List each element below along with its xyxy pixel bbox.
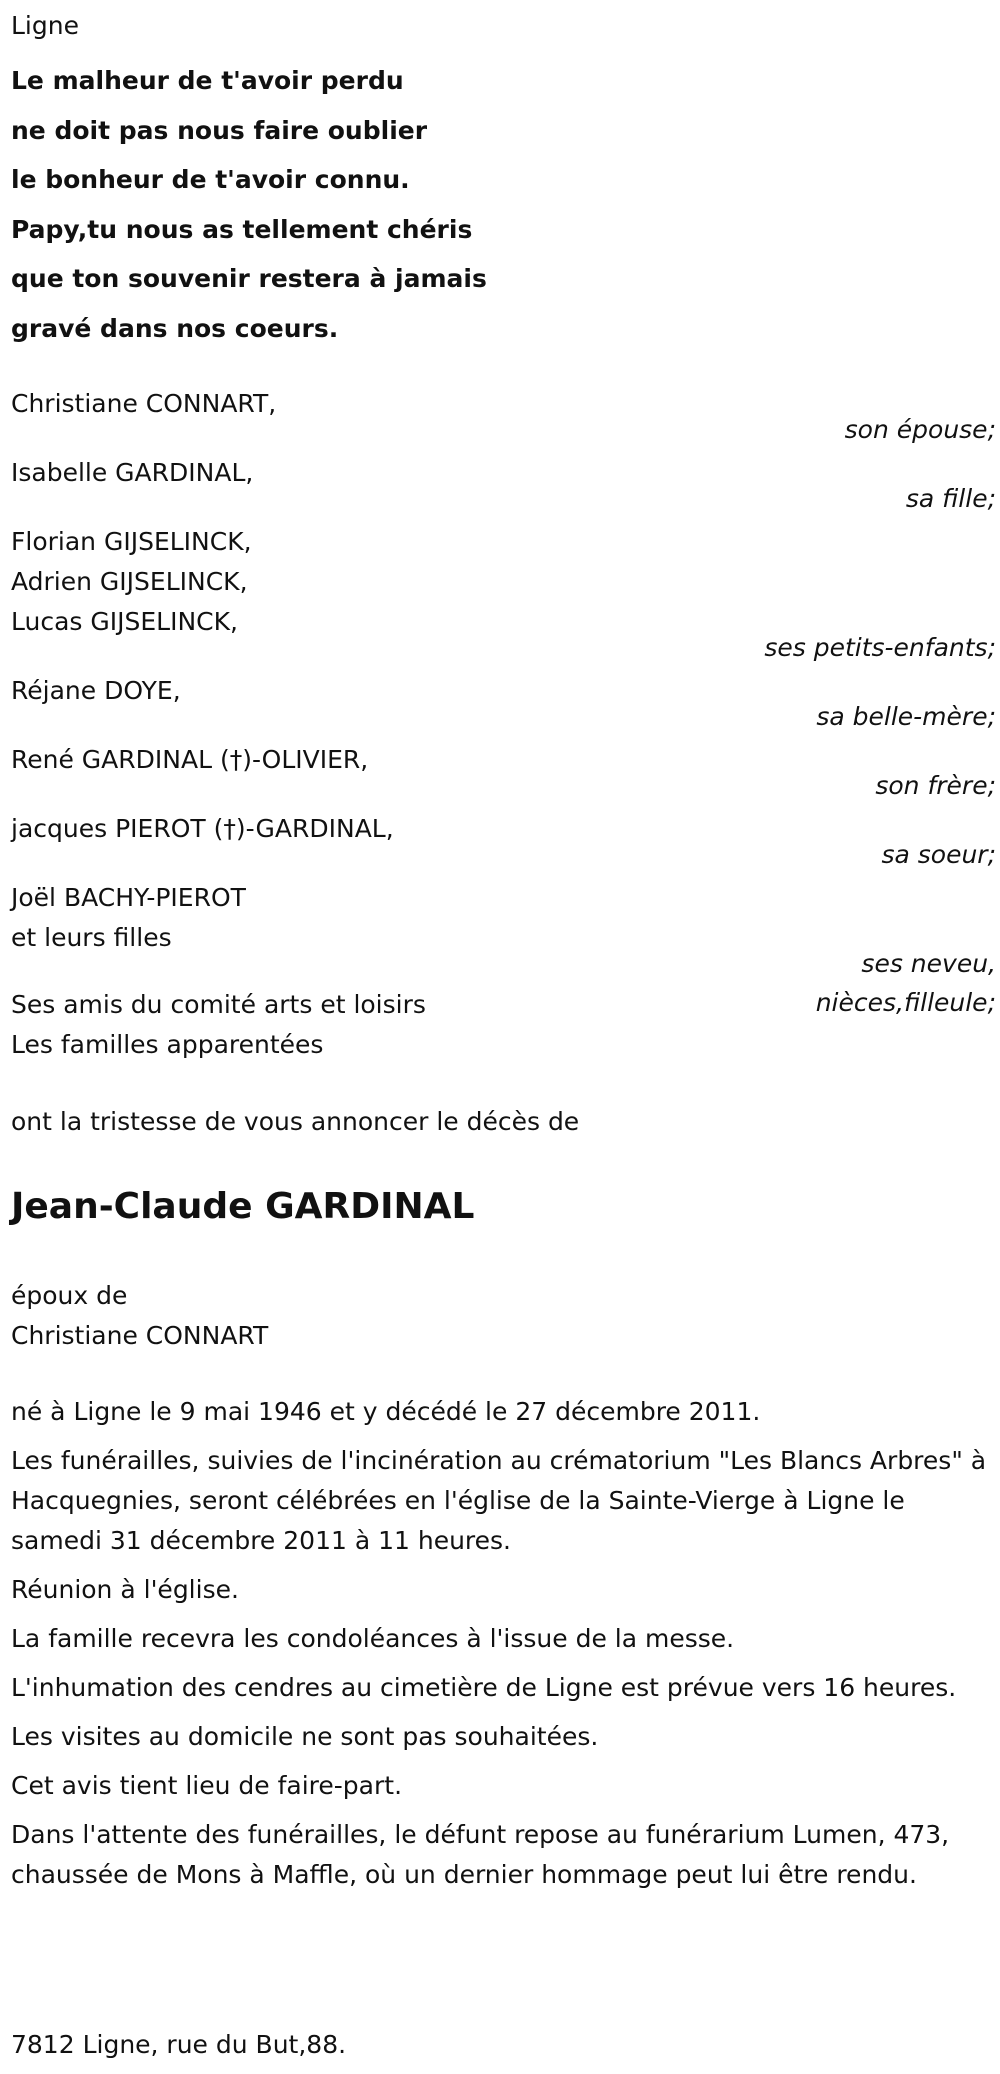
- deceased-name: Jean-Claude GARDINAL: [11, 1186, 475, 1227]
- detail-paragraph: né à Ligne le 9 mai 1946 et y décédé le 27 décembre 2011.: [11, 1397, 761, 1426]
- poem-line: que ton souvenir restera à jamais: [11, 264, 487, 294]
- detail-paragraph: Cet avis tient lieu de faire-part.: [11, 1771, 403, 1800]
- mourner-entry: [11, 809, 996, 874]
- poem-line: gravé dans nos coeurs.: [11, 313, 339, 343]
- mourner-relation: ses petits-enfants;: [764, 633, 996, 662]
- place-header: Ligne: [11, 11, 79, 40]
- mourner-entry: [11, 453, 996, 518]
- address: 7812 Ligne, rue du But,88.: [11, 2030, 347, 2059]
- mourner-name: Réjane DOYE,: [11, 676, 181, 705]
- detail-paragraph: Les funérailles, suivies de l'incinération au crématorium "Les Blancs Arbres" à Hacquegnies, seront célébrées en l'église de la Sainte-Vierge à Ligne le samedi 31 décembre 2011 à 11 heures.: [11, 1446, 987, 1555]
- mourner-name: Adrien GIJSELINCK,: [11, 567, 248, 596]
- extra-mourners: [11, 985, 426, 1065]
- detail-paragraph: Les visites au domicile ne sont pas souhaitées.: [11, 1722, 599, 1751]
- detail-paragraph: L'inhumation des cendres au cimetière de Ligne est prévue vers 16 heures.: [11, 1673, 957, 1702]
- mourner-entry: [11, 522, 996, 667]
- poem-line: le bonheur de t'avoir connu.: [11, 165, 410, 195]
- mourners-list: [11, 384, 996, 1026]
- mourner-relation-line: ses neveu,: [861, 949, 996, 978]
- mourner-relation: son épouse;: [844, 415, 996, 444]
- mourner-relation: sa soeur;: [881, 840, 996, 869]
- mourner-name: jacques PIEROT (†)-GARDINAL,: [11, 814, 394, 843]
- extra-line: Ses amis du comité arts et loisirs: [11, 990, 426, 1019]
- detail-paragraph: Réunion à l'église.: [11, 1575, 239, 1604]
- funeral-details: [11, 1392, 996, 1904]
- poem-line: Le malheur de t'avoir perdu: [11, 66, 404, 95]
- mourner-name: Christiane CONNART,: [11, 389, 277, 418]
- mourner-relation: sa belle-mère;: [816, 702, 996, 731]
- spouse-label: époux de: [11, 1281, 128, 1310]
- mourner-entry: [11, 740, 996, 805]
- extra-line: Les familles apparentées: [11, 1030, 324, 1059]
- mourner-entry: [11, 671, 996, 736]
- mourner-relation: sa fille;: [905, 484, 996, 513]
- announcement: ont la tristesse de vous annoncer le décès de: [11, 1107, 580, 1136]
- spouse-block: [11, 1276, 268, 1356]
- detail-paragraph: La famille recevra les condoléances à l'issue de la messe.: [11, 1624, 735, 1653]
- mourner-name: et leurs filles: [11, 923, 172, 952]
- poem: [11, 56, 487, 354]
- mourner-relation-line: nièces,filleule;: [815, 988, 996, 1017]
- mourner-name: René GARDINAL (†)-OLIVIER,: [11, 745, 369, 774]
- mourner-entry: [11, 384, 996, 449]
- mourner-name: Joël BACHY-PIEROT: [11, 883, 246, 912]
- detail-paragraph: Dans l'attente des funérailles, le défunt repose au funérarium Lumen, 473, chaussée de Mons à Maffle, où un dernier hommage peut lui être rendu.: [11, 1820, 950, 1889]
- mourner-name: Florian GIJSELINCK,: [11, 527, 252, 556]
- spouse-name: Christiane CONNART: [11, 1321, 269, 1350]
- mourner-name: Lucas GIJSELINCK,: [11, 607, 238, 636]
- poem-line: Papy,tu nous as tellement chéris: [11, 214, 473, 244]
- mourner-relation: son frère;: [875, 771, 996, 800]
- mourner-name: Isabelle GARDINAL,: [11, 458, 254, 487]
- poem-line: ne doit pas nous faire oublier: [11, 115, 428, 145]
